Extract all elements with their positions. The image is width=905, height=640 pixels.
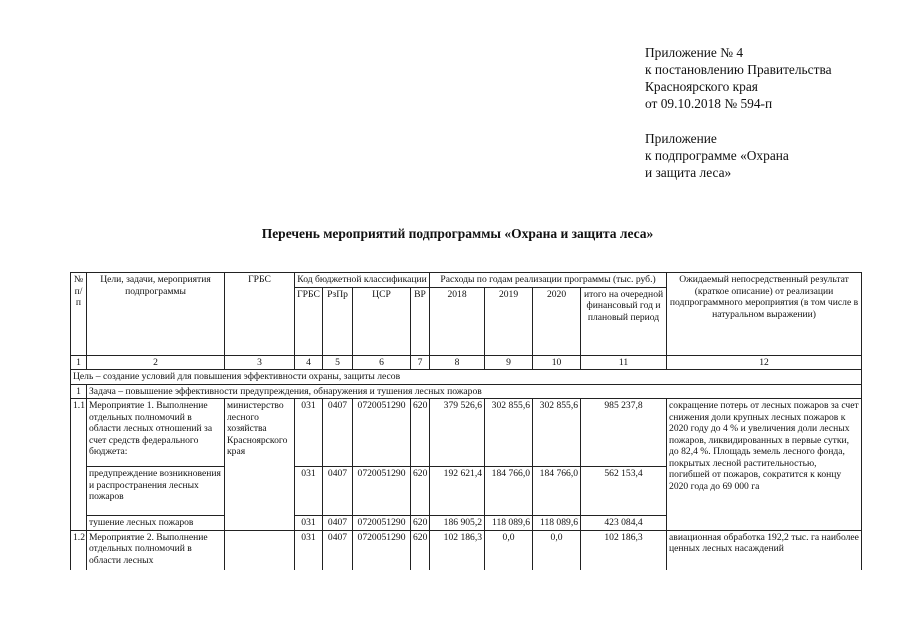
m2-result: авиационная обработка 192,2 тыс. га наиболее ценных лесных насаждений (667, 530, 862, 570)
m1-r2-vr: 620 (411, 467, 430, 516)
appendix-block (645, 44, 832, 181)
m1-r1-2018: 379 526,6 (430, 399, 485, 467)
m2-csr: 0720051290 (353, 530, 411, 570)
task-text: Задача – повышение эффективности предупреждения, обнаружения и тушения лесных пожаров (87, 384, 862, 399)
appendix-line: к подпрограмме «Охрана (645, 148, 789, 163)
m1-name: Мероприятие 1. Выполнение отдельных полномочий в области лесных отношений за счет средств федерального бюджета: (87, 399, 225, 467)
m1-r3-total: 423 084,4 (581, 516, 667, 531)
header-y2020: 2020 (533, 287, 581, 355)
m1-r1-2019: 302 855,6 (485, 399, 533, 467)
m1-r3-grbs: 031 (295, 516, 323, 531)
col-number: 3 (225, 355, 295, 370)
m2-total: 102 186,3 (581, 530, 667, 570)
header-sub-grbs: ГРБС (295, 287, 323, 355)
header-num: № п/п (71, 273, 87, 356)
col-number: 10 (533, 355, 581, 370)
page-title: Перечень мероприятий подпрограммы «Охрана и защита леса» (261, 226, 654, 241)
m2-vr: 620 (411, 530, 430, 570)
task-row (71, 384, 862, 399)
appendix-line: Приложение № 4 (645, 45, 744, 60)
m2-2020: 0,0 (533, 530, 581, 570)
appendix-line: от 09.10.2018 № 594-п (645, 96, 773, 111)
header-goals: Цели, задачи, мероприятия подпрограммы (87, 273, 225, 356)
column-numbers-row (71, 355, 862, 370)
appendix-line: к постановлению Правительства (645, 62, 832, 77)
m1-r1-csr: 0720051290 (353, 399, 411, 467)
col-number: 9 (485, 355, 533, 370)
m1-r1-total: 985 237,8 (581, 399, 667, 467)
m2-name: Мероприятие 2. Выполнение отдельных полномочий в области лесных (87, 530, 225, 570)
m2-rzpr: 0407 (323, 530, 353, 570)
m2-2018: 102 186,3 (430, 530, 485, 570)
header-result: Ожидаемый непосредственный результат (краткое описание) от реализации подпрограммного мероприятия (в том числе в натуральном выражении) (667, 273, 862, 356)
goal-text: Цель – создание условий для повышения эффективности охраны, защиты лесов (71, 370, 862, 385)
col-number: 4 (295, 355, 323, 370)
m2-2019: 0,0 (485, 530, 533, 570)
m1-r1-grbs: 031 (295, 399, 323, 467)
m1-r3-2019: 118 089,6 (485, 516, 533, 531)
header-sub-csr: ЦСР (353, 287, 411, 355)
m1-r1-rzpr: 0407 (323, 399, 353, 467)
m2-grbs-name (225, 530, 295, 570)
m1-r2-grbs: 031 (295, 467, 323, 516)
m1-r2-2019: 184 766,0 (485, 467, 533, 516)
m1-r2-csr: 0720051290 (353, 467, 411, 516)
col-number: 12 (667, 355, 862, 370)
m1-grbs-name: министерство лесного хозяйства Красноярского края (225, 399, 295, 531)
m1-r3-2020: 118 089,6 (533, 516, 581, 531)
col-number: 2 (87, 355, 225, 370)
m2-grbs: 031 (295, 530, 323, 570)
header-budget-code: Код бюджетной классификации (295, 273, 430, 288)
header-sub-vr: ВР (411, 287, 430, 355)
header-y2019: 2019 (485, 287, 533, 355)
m1-sub2-name: тушение лесных пожаров (87, 516, 225, 531)
col-number: 1 (71, 355, 87, 370)
appendix-line: и защита леса» (645, 165, 732, 180)
header-y2018: 2018 (430, 287, 485, 355)
m1-r1-2020: 302 855,6 (533, 399, 581, 467)
col-number: 11 (581, 355, 667, 370)
m1-r3-2018: 186 905,2 (430, 516, 485, 531)
m1-r3-csr: 0720051290 (353, 516, 411, 531)
m1-r2-rzpr: 0407 (323, 467, 353, 516)
m1-num: 1.1 (71, 399, 87, 531)
m1-sub1-name: предупреждение возникновения и распространения лесных пожаров (87, 467, 225, 516)
task-num: 1 (71, 384, 87, 399)
col-number: 5 (323, 355, 353, 370)
m1-r2-2018: 192 621,4 (430, 467, 485, 516)
header-total: итого на очередной финансовый год и плановый период (581, 287, 667, 355)
col-number: 8 (430, 355, 485, 370)
m1-r3-rzpr: 0407 (323, 516, 353, 531)
appendix-line: Приложение (645, 131, 717, 146)
col-number: 6 (353, 355, 411, 370)
header-grbs: ГРБС (225, 273, 295, 356)
appendix-line: Красноярского края (645, 79, 758, 94)
col-number: 7 (411, 355, 430, 370)
header-sub-rzpr: РзПр (323, 287, 353, 355)
m1-result: сокращение потерь от лесных пожаров за счет снижения доли крупных лесных пожаров к 2020 году до 4 % и увеличения доли лесных пожаров, ликвидированных в первые сутки, до 82,4 %. Площадь земель лесного фонда, покрытых лесной растительностью, погибшей от пожаров, сократится к концу 2020 года до 69 000 га (667, 399, 862, 531)
goal-row (71, 370, 862, 385)
measures-table (70, 272, 862, 570)
m1-r2-2020: 184 766,0 (533, 467, 581, 516)
table-row (71, 399, 862, 467)
header-expenses: Расходы по годам реализации программы (тыс. руб.) (430, 273, 667, 288)
m2-num: 1.2 (71, 530, 87, 570)
m1-r3-vr: 620 (411, 516, 430, 531)
table-row (71, 530, 862, 570)
m1-r1-vr: 620 (411, 399, 430, 467)
m1-r2-total: 562 153,4 (581, 467, 667, 516)
header-row (71, 273, 862, 288)
